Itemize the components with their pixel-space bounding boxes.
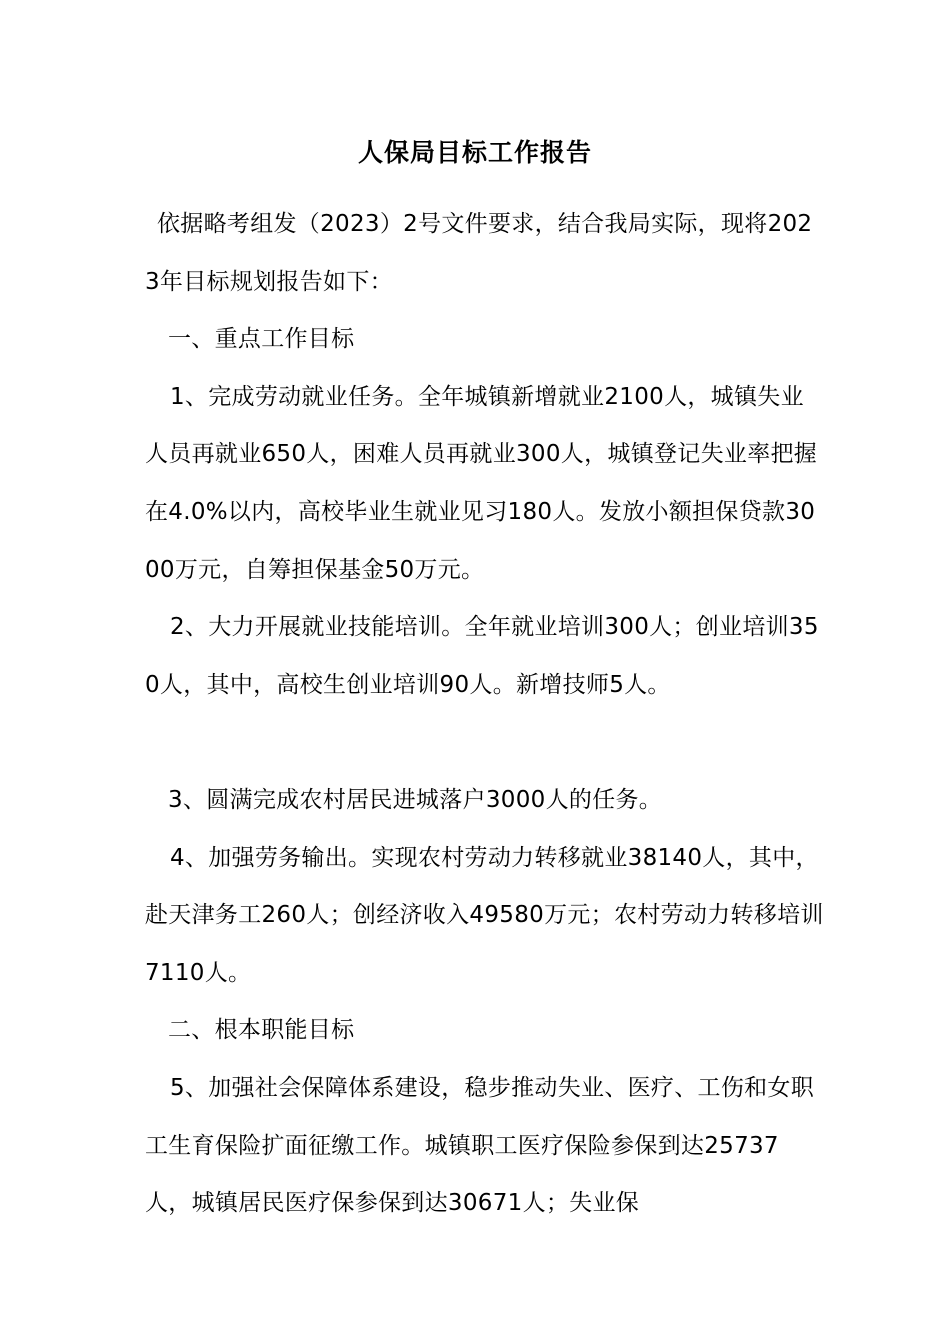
document-title: 人保局目标工作报告 — [357, 138, 592, 167]
item-3-settlement: 3、圆满完成农村居民进城落户3000人的任务。 — [168, 786, 663, 813]
item-5-social-security: 5、加强社会保障体系建设，稳步推动失业、医疗、工伤和女职工生育保险扩面征缴工作。城镇职工医疗保险参保到达25737人，城镇居民医疗保参保到达30671人；失业保 — [145, 1074, 815, 1217]
item-4-labor-export: 4、加强劳务输出。实现农村劳动力转移就业38140人，其中，赴天津务工260人；创经济收入49580万元；农村劳动力转移培训7110人。 — [145, 844, 824, 986]
intro-paragraph: 依据略考组发（2023）2号文件要求，结合我局实际，现将2023年目标规划报告如下： — [145, 211, 813, 295]
item-2-training: 2、大力开展就业技能培训。全年就业培训300人；创业培训350人，其中，高校生创业培训90人。新增技师5人。 — [145, 614, 819, 698]
document-body — [145, 196, 825, 1233]
item-1-employment: 1、完成劳动就业任务。全年城镇新增就业2100人，城镇失业人员再就业650人，困难人员再就业300人，城镇登记失业率把握在4.0%以内，高校毕业生就业见习180人。发放小额担保贷款3000万元，自筹担保基金50万元。 — [145, 383, 818, 583]
section-heading-key-goals: 一、重点工作目标 — [168, 326, 355, 353]
blank-line — [145, 714, 825, 772]
section-heading-basic-goals: 二、根本职能目标 — [168, 1017, 355, 1044]
